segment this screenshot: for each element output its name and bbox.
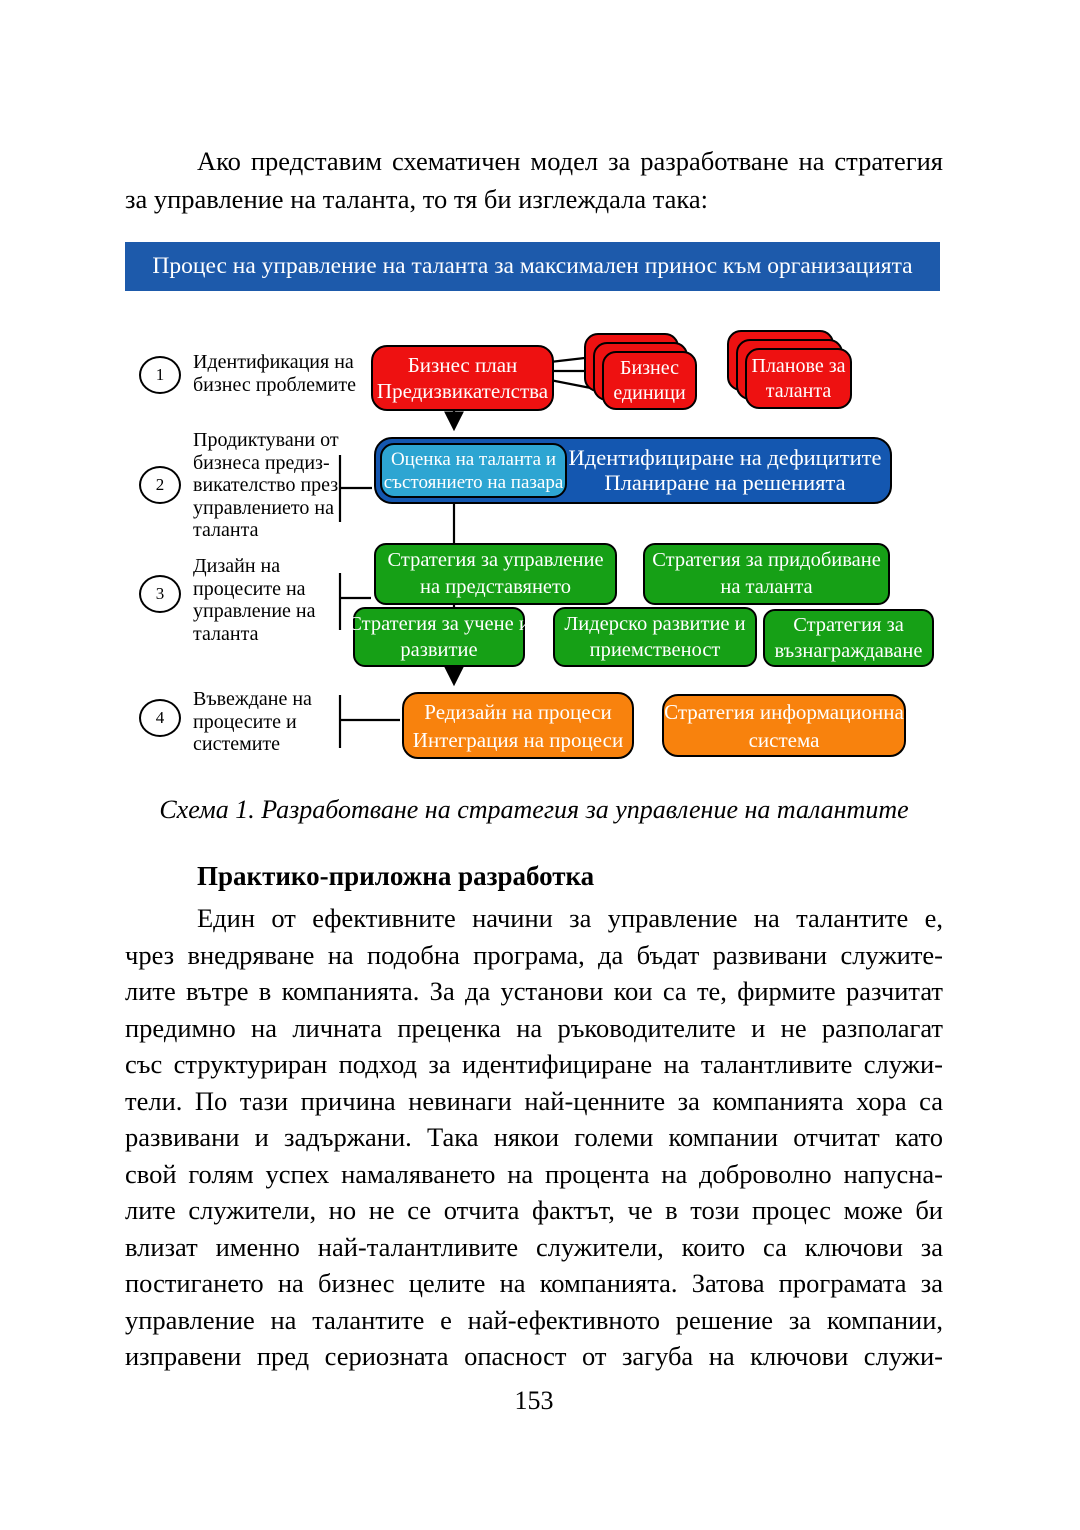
step-label-2: Продиктувани от бизнеса предиз- викателство през управлението на таланта [193, 429, 339, 541]
intro-line: за управление на таланта, то тя би изглеждала така: [125, 184, 709, 214]
box-learning-strategy: Стратегия за учене и развитие [353, 607, 525, 667]
step-circle-4 [139, 699, 181, 737]
step-number: 2 [155, 475, 165, 494]
body-line: влизат именно най-талантливите служители, които са ключови за [125, 1231, 943, 1262]
body-line: развивани и задържани. Така някои големи компании отчитат като [125, 1122, 943, 1152]
body-line: предимно на личната преценка на ръководителите и не разполагат [125, 1012, 943, 1043]
box-business-plan: Бизнес план Предизвикателства [371, 345, 554, 411]
page-number: 153 [514, 1386, 554, 1415]
box-performance-strategy: Стратегия за управление на представянето [374, 543, 617, 605]
body-line: изправени пред сериозната опасност от загуба на ключови служи- [125, 1341, 943, 1371]
body-line: лите вътре в компанията. За да установи кои са те, фирмите разчитат [125, 976, 943, 1006]
section-heading: Практико-приложна разработка [197, 861, 595, 891]
box-reward-strategy: Стратегия за възнаграждаване [763, 609, 934, 667]
box-leadership-development: Лидерско развитие и приемственост [553, 607, 757, 667]
stack-talent-plans: Планове за таланта [745, 348, 852, 409]
step-number: 1 [155, 365, 165, 384]
body-line: постигането на бизнес целите на компанията. Затова програмата за [125, 1268, 943, 1298]
figure-caption: Схема 1. Разработване на стратегия за управление на талантите [159, 795, 909, 824]
intro-line: Ако представим схематичен модел за разработване на стратегия [197, 146, 943, 176]
box-process-redesign: Редизайн на процеси Интеграция на процеси [402, 692, 634, 759]
step-label-3: Дизайн на процесите на управление на таланта [193, 555, 316, 645]
stack-business-units: Бизнес единици [602, 351, 697, 410]
body-line: лите служители, но не се отчита фактът, че в този процес може би [125, 1195, 943, 1225]
diagram-title-banner: Процес на управление на таланта за максимален принос към организацията [125, 242, 940, 291]
step-label-4: Въвеждане на процесите и системите [193, 688, 312, 755]
step-circle-2 [139, 466, 181, 504]
body-line: свой голям успех намаляването на процента на доброволно напусна- [125, 1158, 943, 1189]
box-acquisition-strategy: Стратегия за придобиване на таланта [643, 543, 890, 605]
box-identify-deficits-label: Идентифициране на дефицитите Планиране на решенията [568, 445, 882, 495]
body-line: със структуриран подход за идентифициране на талантливите служи- [125, 1049, 943, 1079]
body-line: управление на талантите е най-ефективното решение за компании, [125, 1304, 943, 1335]
step-circle-3 [139, 575, 181, 613]
body-line: чрез внедряване на подобна програма, да бъдат развивани служите- [125, 939, 943, 970]
step-circle-1 [139, 356, 181, 394]
step-label-1: Идентификация на бизнес проблемите [193, 351, 356, 396]
step-number: 4 [155, 708, 165, 727]
box-information-system: Стратегия информационна система [662, 694, 906, 757]
step-number: 3 [155, 584, 165, 603]
box-talent-assessment: Оценка на таланта и състоянието на пазара [380, 443, 567, 498]
body-line: тели. По тази причина невинаги най-ценните за компанията хора са [125, 1085, 943, 1116]
body-line: Един от ефективните начини за управление на талантите е, [197, 903, 943, 933]
